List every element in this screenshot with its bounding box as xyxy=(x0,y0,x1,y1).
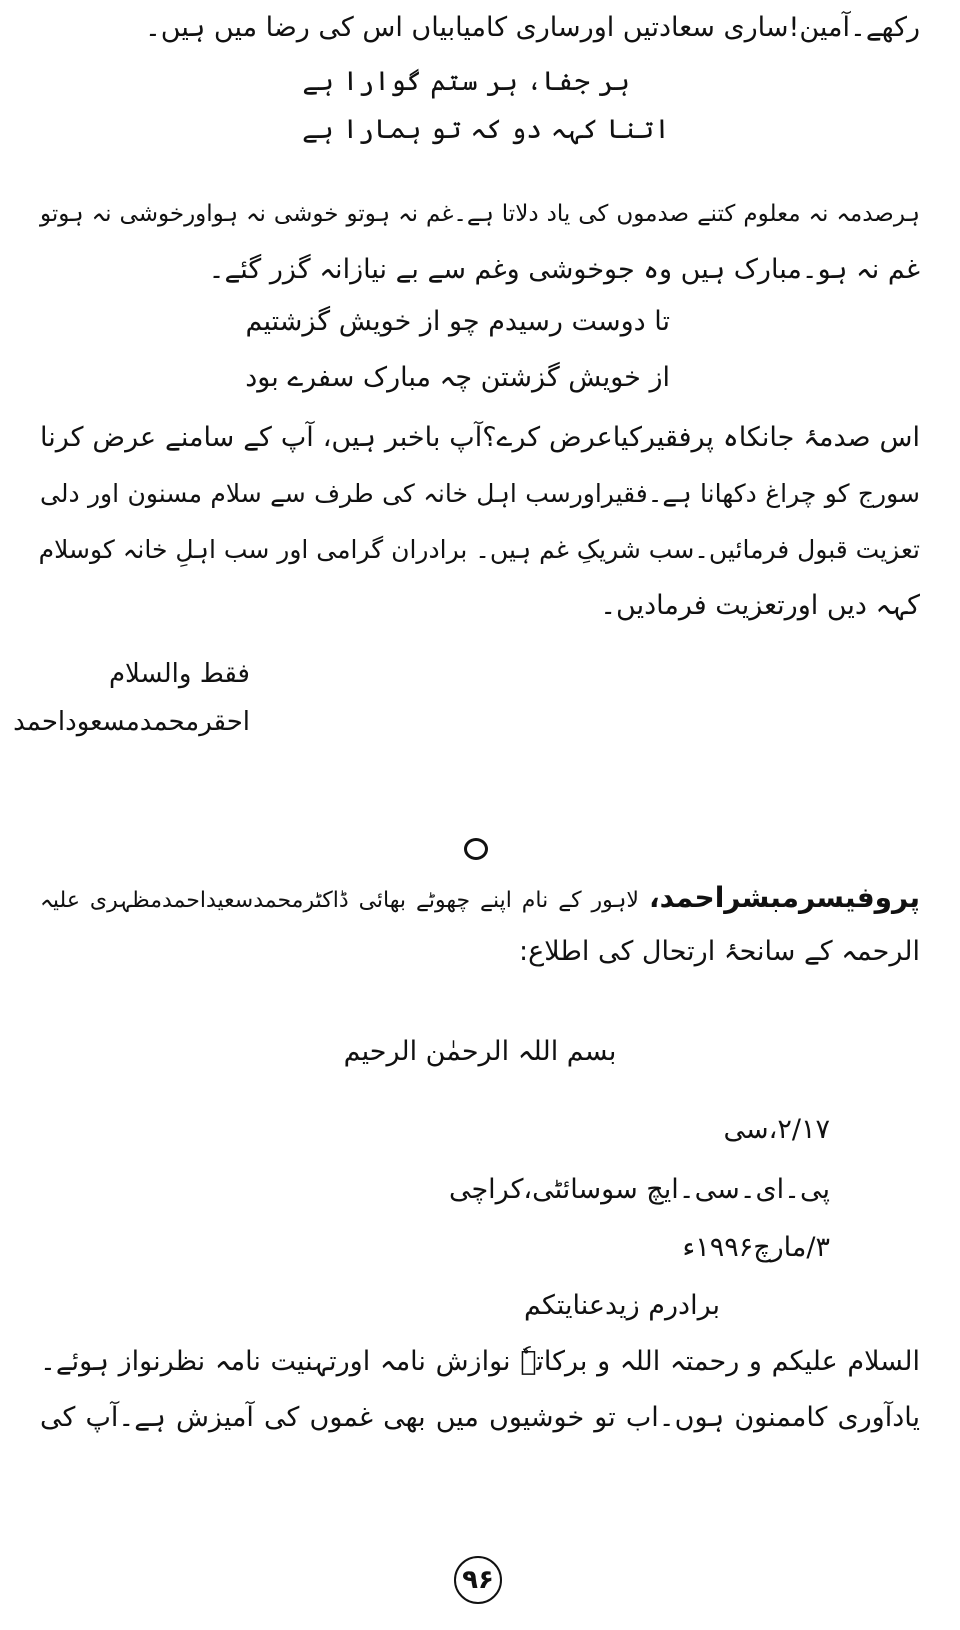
heading-rest: لاہور کے نام اپنے چھوٹے بھائی ڈاکٹرمحمدسعیداحمدمظہری علیہ xyxy=(40,888,639,913)
body-line2: یادآوری کاممنون ہوں۔اب تو خوشیوں میں بھی غموں کی آمیزش ہے۔آپ کی xyxy=(40,1402,920,1433)
addressee: برادرم زیدعنایتکم xyxy=(523,1290,720,1321)
para1-line1: ہرصدمہ نہ معلوم کتنے صدموں کی یاد دلاتا ہے۔غم نہ ہوتو خوشی نہ ہواورخوشی نہ ہوتو xyxy=(40,201,920,227)
address-date: ۳/مارچ۱۹۹۶ء xyxy=(682,1232,830,1263)
section2-heading-line1 xyxy=(40,876,920,923)
para2-line1: اس صدمۂ جانکاہ پرفقیرکیاعرض کرے؟آپ باخبر ہیں، آپ کے سامنے عرض کرنا xyxy=(40,422,920,453)
section-separator-circle xyxy=(464,838,488,860)
para2-line3: تعزیت قبول فرمائیں۔سب شریکِ غم ہیں۔ برادران گرامی اور سب اہلِ خانہ کوسلام xyxy=(38,535,920,564)
closing-signature: احقرمحمدمسعوداحمد xyxy=(13,707,250,737)
bismillah: بسم اللہ الرحمٰن الرحیم xyxy=(343,1036,617,1067)
page-number: ۹۶ xyxy=(454,1556,502,1604)
para2-line4: کہہ دیں اورتعزیت فرمادیں۔ xyxy=(600,590,920,621)
section2-heading-line2: الرحمہ کے سانحۂ ارتحال کی اطلاع: xyxy=(519,936,920,967)
address-line1: ۲/۱۷،سی xyxy=(723,1114,830,1145)
body-line1: السلام علیکم و رحمتہ اللہ و برکاتہٗ نوازش نامہ اورتہنیت نامہ نظرنواز ہوئے۔ xyxy=(40,1346,920,1377)
closing-salutation: فقط والسلام xyxy=(108,659,250,689)
para2-line2: سورج کو چراغ دکھانا ہے۔فقیراورسب اہل خانہ کی طرف سے سلام مسنون اور دلی xyxy=(40,479,920,508)
verse1-line1: ہر جفا، ہر ستم گوارا ہے xyxy=(302,66,630,97)
address-line2: پی۔ای۔سی۔ایچ سوسائٹی،کراچی xyxy=(448,1174,830,1205)
para1-line2: غم نہ ہو۔مبارک ہیں وہ جوخوشی وغم سے بے نیازانہ گزر گئے۔ xyxy=(208,254,920,285)
opening-line: رکھے۔آمین!ساری سعادتیں اورساری کامیابیاں اس کی رضا میں ہیں۔ xyxy=(144,12,920,43)
heading-name: پروفیسرمبشراحمد، xyxy=(648,881,920,914)
verse2-line1: تا دوست رسیدم چو از خویش گزشتیم xyxy=(245,306,670,337)
verse2-line2: از خویش گزشتن چہ مبارک سفرے بود xyxy=(245,362,670,393)
verse1-line2: اتنا کہہ دو کہ تو ہمارا ہے xyxy=(302,114,670,145)
